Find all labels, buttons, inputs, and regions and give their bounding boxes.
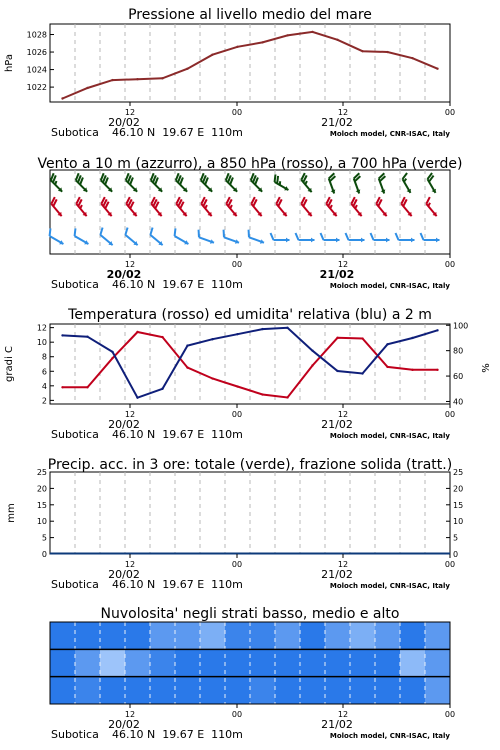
cloud-cell [375, 622, 401, 649]
wind-barb [403, 173, 411, 193]
cloud-cell [175, 677, 201, 704]
wind-barb [376, 197, 386, 216]
wind-barb [101, 173, 112, 191]
cloud-cell [50, 622, 76, 649]
cloud-cell [125, 649, 151, 676]
location-name: Subotica [51, 578, 99, 591]
wind-barb [426, 197, 436, 216]
wind-barb [251, 197, 261, 216]
cloud-cell [125, 677, 151, 704]
humidity-point [436, 329, 438, 331]
pressure-point [336, 39, 338, 41]
cloud-cell [225, 622, 251, 649]
wind-barb [126, 173, 137, 191]
date-label: 20/02 [106, 268, 142, 281]
temperature-point [261, 393, 263, 395]
cloud-cell [100, 649, 126, 676]
location-coords: 46.10 N 19.67 E 110m [112, 578, 243, 591]
wind-barb [224, 230, 239, 244]
pressure-point [161, 77, 163, 79]
time-tick-label: 12 [337, 410, 349, 419]
barb-half-feather [404, 179, 406, 182]
panel-title: Pressione al livello medio del mare [128, 7, 372, 23]
cloud-cell [175, 649, 201, 676]
wind-barb [296, 233, 315, 242]
cloud-cell [300, 622, 326, 649]
humidity-point [161, 388, 163, 390]
cloud-cell [225, 649, 251, 676]
location-name: Subotica [51, 126, 99, 139]
cloud-cell [425, 622, 451, 649]
pressure-point [111, 79, 113, 81]
cloud-cell [275, 649, 301, 676]
panel-title: Temperatura (rosso) ed umidita' relativa (blu) a 2 m [68, 307, 432, 323]
cloud-cell [400, 677, 426, 704]
wind-barb [396, 233, 415, 242]
cloud-cell [375, 677, 401, 704]
pressure-point [211, 53, 213, 55]
barb-feather [50, 228, 51, 236]
cloud-cell [50, 677, 76, 704]
temperature-point [286, 396, 288, 398]
pressure-point [411, 57, 413, 59]
time-tick-label: 00 [231, 260, 243, 269]
y-tick-label: 8 [41, 352, 47, 362]
barb-feather [421, 233, 424, 240]
wind-barb [249, 230, 264, 244]
humidity-point [386, 343, 388, 345]
date-label: 20/02 [108, 718, 140, 731]
pressure-point [361, 50, 363, 52]
temperature-point [361, 337, 363, 339]
cloud-cell [275, 622, 301, 649]
temperature-point [411, 369, 413, 371]
barb-head [336, 238, 340, 243]
y-tick-label: 1022 [26, 83, 47, 93]
date-label: 20/02 [108, 116, 140, 129]
barb-half-feather [305, 181, 307, 184]
y-tick-label-right: 80 [453, 346, 464, 356]
temperature-point [211, 377, 213, 379]
temperature-point [86, 386, 88, 388]
barb-feather [75, 228, 76, 236]
wind-barb [176, 197, 186, 216]
humidity-point [311, 349, 313, 351]
wind-barb [226, 173, 237, 191]
pressure-point [261, 41, 263, 43]
panel-4 [6, 457, 463, 591]
wind-barb [126, 197, 136, 216]
barb-feather [125, 228, 127, 235]
location-coords: 46.10 N 19.67 E 110m [112, 428, 243, 441]
pressure-point [186, 67, 188, 69]
time-tick-label: 00 [444, 560, 456, 569]
time-tick-label: 12 [124, 710, 136, 719]
humidity-point [86, 335, 88, 337]
barb-feather [321, 233, 324, 240]
location-coords: 46.10 N 19.67 E 110m [112, 278, 243, 291]
date-label: 21/02 [321, 418, 353, 431]
cloud-cell [100, 677, 126, 704]
wind-barb [150, 228, 162, 246]
temperature-point [186, 366, 188, 368]
wind-barb [371, 233, 390, 242]
wind-barb [251, 173, 262, 191]
humidity-point [236, 333, 238, 335]
barb-feather [403, 173, 408, 179]
wind-barb [199, 230, 214, 244]
time-tick-label: 12 [124, 108, 136, 117]
y-tick-label-right: 20 [453, 484, 464, 494]
humidity-point [286, 327, 288, 329]
date-label: 20/02 [108, 568, 140, 581]
panel-5 [50, 606, 455, 741]
time-tick-label: 12 [124, 560, 136, 569]
model-credit: Moloch model, CNR-ISAC, Italy [329, 432, 450, 440]
wind-barb [401, 197, 411, 216]
model-credit: Moloch model, CNR-ISAC, Italy [329, 732, 450, 740]
cloud-cell [350, 622, 376, 649]
wind-barb [379, 173, 386, 193]
wind-barb [321, 233, 340, 242]
temperature-point [336, 337, 338, 339]
cloud-cell [150, 622, 176, 649]
barb-feather [175, 228, 176, 236]
time-tick-label: 12 [124, 260, 136, 269]
pressure-point [311, 31, 313, 33]
wind-barb [275, 174, 289, 190]
barb-head [386, 238, 390, 243]
barb-half-feather [428, 203, 430, 206]
cloud-cell [200, 649, 226, 676]
humidity-point [186, 344, 188, 346]
y-tick-label-right: 10 [453, 517, 464, 527]
panel-3 [4, 307, 492, 441]
barb-feather [296, 233, 299, 240]
time-tick-label: 12 [124, 410, 136, 419]
wind-barb [428, 173, 436, 193]
cloud-cell [125, 622, 151, 649]
humidity-line [63, 328, 438, 398]
y-tick-label-right: 25 [453, 468, 464, 477]
barb-feather [150, 228, 152, 235]
barb-half-feather [80, 205, 82, 208]
barb-feather [371, 233, 374, 240]
y-tick-label: 1026 [26, 48, 47, 58]
cloud-cell [150, 677, 176, 704]
pressure-point [286, 34, 288, 36]
cloud-cell [425, 649, 451, 676]
date-label: 21/02 [319, 268, 355, 281]
date-label: 21/02 [321, 718, 353, 731]
cloud-cell [375, 649, 401, 676]
temperature-point [311, 364, 313, 366]
barb-feather [277, 176, 278, 184]
wind-barb [175, 228, 189, 244]
pressure-point [86, 87, 88, 89]
cloud-cell [400, 622, 426, 649]
wind-barb [346, 233, 365, 242]
cloud-cell [150, 649, 176, 676]
cloud-cell [350, 649, 376, 676]
time-tick-label: 00 [444, 108, 456, 117]
humidity-point [111, 351, 113, 353]
y-tick-label: 20 [36, 484, 47, 494]
wind-barb [76, 197, 86, 216]
date-label: 21/02 [321, 116, 353, 129]
location-name: Subotica [51, 278, 99, 291]
y-tick-label-right: 40 [453, 397, 464, 407]
y-tick-label: 0 [41, 550, 47, 559]
barb-half-feather [330, 205, 332, 208]
panel-title: Nuvolosita' negli strati basso, medio e alto [100, 606, 400, 622]
location-name: Subotica [51, 428, 99, 441]
pressure-point [61, 97, 63, 99]
humidity-point [211, 338, 213, 340]
barb-feather [346, 233, 349, 240]
wind-barb [176, 173, 187, 191]
cloud-cell [250, 622, 276, 649]
pressure-point [136, 78, 138, 80]
y-tick-label: 10 [36, 338, 47, 348]
y-tick-label: 12 [36, 323, 47, 333]
wind-barb [75, 228, 89, 244]
y-tick-label: 5 [41, 533, 47, 543]
cloud-cell [400, 649, 426, 676]
temperature-point [61, 386, 63, 388]
cloud-cell [300, 677, 326, 704]
barb-head [361, 238, 365, 243]
cloud-cell [200, 622, 226, 649]
time-tick-label: 12 [337, 710, 349, 719]
cloud-cell [75, 622, 101, 649]
wind-barb [51, 173, 62, 191]
wind-barb [271, 233, 290, 242]
cloud-cell [425, 677, 451, 704]
wind-barb [125, 228, 137, 246]
wind-barb [50, 228, 64, 244]
cloud-cell [75, 677, 101, 704]
temperature-point [386, 366, 388, 368]
y-tick-label: 1024 [26, 65, 47, 75]
cloud-cell [225, 677, 251, 704]
time-tick-label: 00 [231, 410, 243, 419]
y-tick-label-right: 60 [453, 372, 464, 382]
barb-half-feather [205, 205, 207, 208]
panel-2 [37, 156, 462, 291]
date-label: 20/02 [108, 418, 140, 431]
barb-head [311, 238, 315, 243]
pressure-point [236, 46, 238, 48]
model-credit: Moloch model, CNR-ISAC, Italy [329, 130, 450, 138]
y-tick-label: 2 [41, 396, 47, 406]
wind-barb [301, 173, 311, 192]
wind-barb [354, 173, 361, 193]
barb-feather [396, 233, 399, 240]
y-tick-label: 10 [36, 517, 47, 527]
y-tick-label-right: 0 [453, 550, 459, 559]
cloud-cell [325, 677, 351, 704]
barb-head [411, 238, 415, 243]
y-tick-label-right: 5 [453, 533, 459, 543]
y-tick-label-right: 15 [453, 500, 464, 510]
cloud-cell [250, 677, 276, 704]
barb-half-feather [230, 205, 232, 208]
time-tick-label: 00 [231, 710, 243, 719]
model-credit: Moloch model, CNR-ISAC, Italy [329, 582, 450, 590]
barb-half-feather [355, 205, 357, 208]
y-tick-label: 25 [36, 468, 47, 477]
y-tick-label: 1028 [26, 30, 47, 40]
cloud-cell [50, 649, 76, 676]
panel-title: Precip. acc. in 3 ore: totale (verde), frazione solida (tratt.) [47, 457, 453, 473]
temperature-point [111, 357, 113, 359]
humidity-point [61, 334, 63, 336]
cloud-cell [250, 649, 276, 676]
y-tick-label-right: 100 [453, 321, 469, 331]
cloud-cell [75, 649, 101, 676]
barb-feather [275, 174, 276, 182]
pressure-point [386, 51, 388, 53]
wind-barb [100, 228, 112, 246]
wind-barb [101, 197, 111, 216]
cloud-cell [275, 677, 301, 704]
wind-barb [301, 197, 311, 216]
temperature-point [436, 369, 438, 371]
barb-feather [271, 233, 274, 240]
y-tick-label: 15 [36, 500, 47, 510]
time-tick-label: 00 [231, 108, 243, 117]
location-coords: 46.10 N 19.67 E 110m [112, 728, 243, 741]
wind-barb [201, 173, 212, 191]
wind-barb [421, 233, 440, 242]
panel-title: Vento a 10 m (azzurro), a 850 hPa (rosso), a 700 hPa (verde) [37, 156, 463, 172]
barb-half-feather [55, 181, 56, 185]
barb-head [286, 238, 290, 243]
y-axis-label: gradi C [4, 346, 15, 382]
time-tick-label: 00 [231, 560, 243, 569]
location-name: Subotica [51, 728, 99, 741]
humidity-point [261, 328, 263, 330]
y-axis-label: mm [6, 503, 17, 523]
time-tick-label: 12 [337, 560, 349, 569]
wind-barb [151, 173, 162, 191]
wind-barb [351, 197, 361, 216]
temperature-point [136, 331, 138, 333]
wind-barb [329, 173, 336, 193]
wind-barb [326, 197, 336, 216]
wind-barb [276, 197, 286, 216]
time-tick-label: 00 [444, 260, 456, 269]
time-tick-label: 12 [337, 108, 349, 117]
humidity-point [136, 396, 138, 398]
y-tick-label: 4 [41, 381, 47, 391]
panel-1 [4, 7, 455, 139]
cloud-cell [325, 622, 351, 649]
y-axis-label-right: % [481, 363, 492, 373]
date-label: 21/02 [321, 568, 353, 581]
location-coords: 46.10 N 19.67 E 110m [112, 126, 243, 139]
y-axis-label: hPa [4, 53, 15, 73]
temperature-point [161, 336, 163, 338]
cloud-cell [350, 677, 376, 704]
temperature-point [236, 385, 238, 387]
cloud-cell [175, 622, 201, 649]
cloud-cell [200, 677, 226, 704]
cloud-cell [325, 649, 351, 676]
wind-barb [201, 197, 211, 216]
model-credit: Moloch model, CNR-ISAC, Italy [329, 282, 450, 290]
pressure-point [436, 67, 438, 69]
humidity-point [411, 337, 413, 339]
humidity-point [361, 372, 363, 374]
barb-feather [100, 228, 102, 235]
cloud-cell [300, 649, 326, 676]
wind-barb [151, 197, 161, 216]
barb-head [436, 238, 440, 243]
time-tick-label: 12 [337, 260, 349, 269]
time-tick-label: 00 [444, 410, 456, 419]
y-tick-label: 6 [41, 367, 47, 377]
wind-barb [51, 197, 61, 216]
wind-barb [226, 197, 236, 216]
time-tick-label: 00 [444, 710, 456, 719]
cloud-cell [100, 622, 126, 649]
humidity-point [336, 370, 338, 372]
wind-barb [76, 173, 87, 191]
